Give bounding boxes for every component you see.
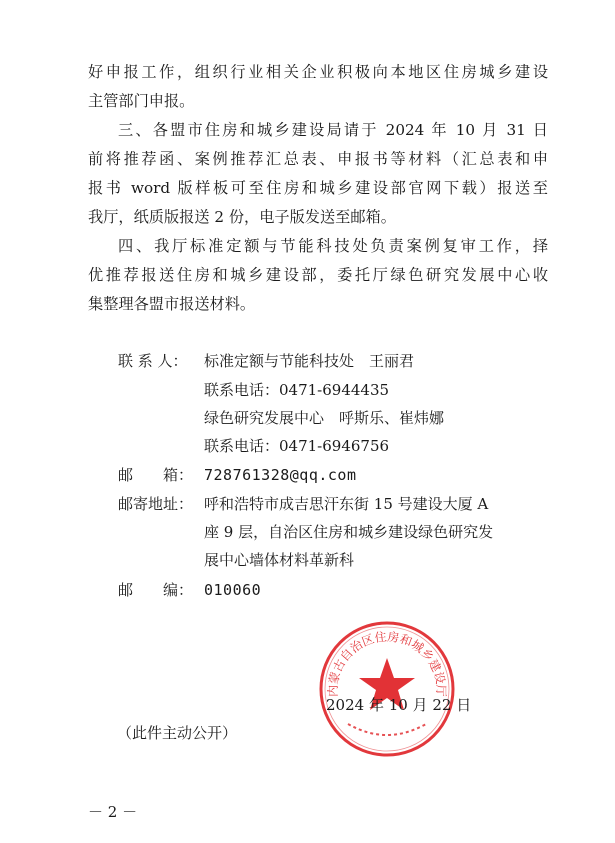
official-seal-icon <box>318 620 456 758</box>
page-number: － 2 － <box>88 803 138 821</box>
public-disclosure-note: （此件主动公开） <box>117 724 238 742</box>
body-line-5: 报书 word 版样板可至住房和城乡建设部官网下载）报送至 <box>88 179 548 197</box>
address-line-2: 座 9 层，自治区住房和城乡建设绿色研究发 <box>204 523 494 541</box>
email-label: 邮 箱： <box>118 466 194 484</box>
postcode-label: 邮 编： <box>118 581 194 599</box>
address-label: 邮寄地址： <box>118 495 194 513</box>
contact-person-value-2: 绿色研究发展中心 呼斯乐、崔炜娜 <box>204 409 445 427</box>
contact-phone-2: 联系电话：0471-6946756 <box>204 437 390 455</box>
address-line-1: 呼和浩特市成吉思汗东街 15 号建设大厦 A <box>204 495 489 513</box>
email-value: 728761328@qq.com <box>204 466 357 484</box>
body-line-1: 好申报工作，组织行业相关企业积极向本地区住房城乡建设 <box>88 63 548 81</box>
body-line-7: 四、我厅标准定额与节能科技处负责案例复审工作，择 <box>118 237 548 255</box>
seal-text: 内蒙古自治区住房和城乡建设厅 <box>325 629 449 697</box>
contact-phone-1: 联系电话：0471-6944435 <box>204 381 390 399</box>
body-line-6: 我厅，纸质版报送 2 份，电子版发送至邮箱。 <box>88 208 396 226</box>
body-line-9: 集整理各盟市报送材料。 <box>88 295 256 313</box>
address-line-3: 展中心墙体材料革新科 <box>204 551 355 569</box>
body-line-8: 优推荐报送住房和城乡建设部，委托厅绿色研究发展中心收 <box>88 266 548 284</box>
issue-date: 2024 年 10 月 22 日 <box>326 696 472 714</box>
contact-person-value: 标准定额与节能科技处 王丽君 <box>204 352 415 370</box>
body-line-2: 主管部门申报。 <box>88 92 195 110</box>
postcode-value: 010060 <box>204 581 262 599</box>
contact-person-label: 联 系 人： <box>118 352 188 370</box>
body-line-3: 三、各盟市住房和城乡建设局请于 2024 年 10 月 31 日 <box>118 121 548 139</box>
body-line-4: 前将推荐函、案例推荐汇总表、申报书等材料（汇总表和申 <box>88 150 548 168</box>
